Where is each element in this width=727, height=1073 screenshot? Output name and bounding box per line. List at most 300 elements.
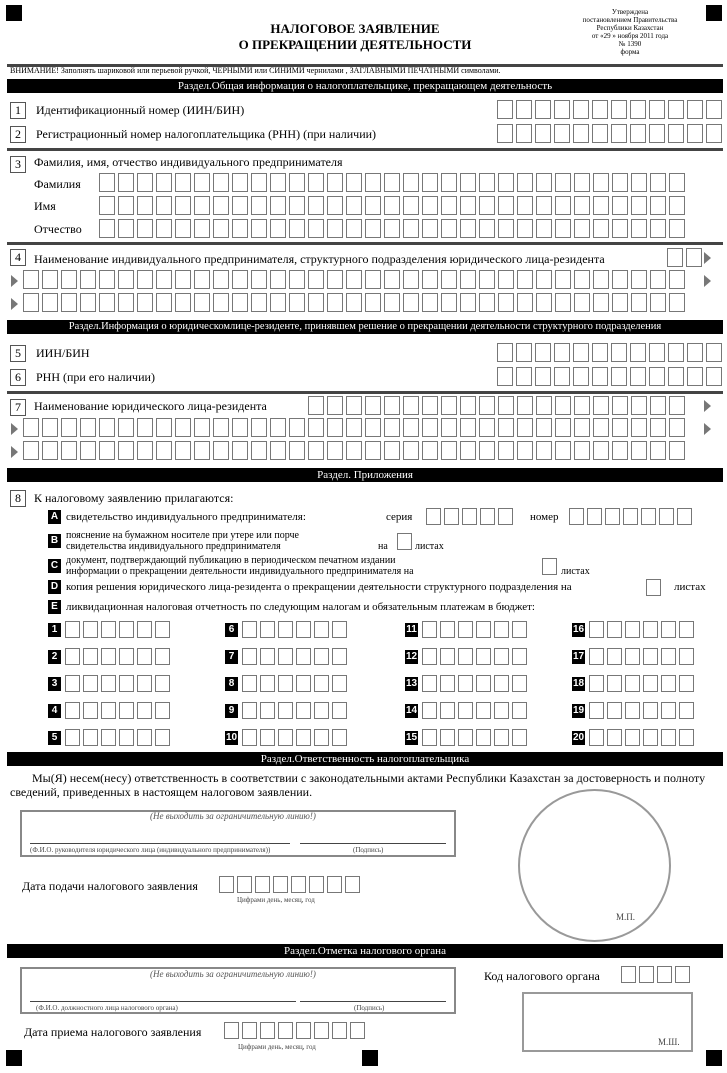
char-cell[interactable]	[65, 648, 80, 665]
char-cell[interactable]	[650, 173, 666, 192]
char-cell[interactable]	[251, 173, 267, 192]
char-cell[interactable]	[555, 441, 571, 460]
char-cell[interactable]	[350, 1022, 365, 1039]
char-cell[interactable]	[592, 343, 608, 362]
char-cell[interactable]	[270, 418, 286, 437]
char-cell[interactable]	[327, 196, 343, 215]
char-cell[interactable]	[422, 441, 438, 460]
char-cell[interactable]	[668, 343, 684, 362]
char-cell[interactable]	[137, 441, 153, 460]
char-cell[interactable]	[332, 648, 347, 665]
char-cell[interactable]	[476, 648, 491, 665]
char-cell[interactable]	[441, 196, 457, 215]
char-cell[interactable]	[498, 418, 514, 437]
char-cell[interactable]	[535, 343, 551, 362]
char-cell[interactable]	[314, 621, 329, 638]
char-cell[interactable]	[101, 621, 116, 638]
char-cell[interactable]	[646, 579, 661, 596]
entrepreneur-name-row[interactable]	[23, 293, 685, 312]
char-cell[interactable]	[365, 293, 381, 312]
char-cell[interactable]	[327, 876, 342, 893]
char-cell[interactable]	[659, 508, 674, 525]
char-cell[interactable]	[669, 270, 685, 289]
char-cell[interactable]	[687, 343, 703, 362]
char-cell[interactable]	[593, 196, 609, 215]
char-cell[interactable]	[476, 702, 491, 719]
char-cell[interactable]	[156, 196, 172, 215]
tax-code-cells[interactable]	[589, 621, 694, 638]
char-cell[interactable]	[278, 729, 293, 746]
char-cell[interactable]	[589, 702, 604, 719]
char-cell[interactable]	[422, 621, 437, 638]
char-cell[interactable]	[593, 293, 609, 312]
char-cell[interactable]	[175, 441, 191, 460]
char-cell[interactable]	[346, 270, 362, 289]
char-cell[interactable]	[612, 293, 628, 312]
tax-code-input[interactable]	[621, 966, 690, 983]
char-cell[interactable]	[517, 270, 533, 289]
char-cell[interactable]	[327, 293, 343, 312]
char-cell[interactable]	[289, 418, 305, 437]
char-cell[interactable]	[589, 648, 604, 665]
legal-name-row[interactable]	[23, 441, 685, 460]
char-cell[interactable]	[441, 441, 457, 460]
char-cell[interactable]	[479, 270, 495, 289]
char-cell[interactable]	[237, 876, 252, 893]
char-cell[interactable]	[679, 621, 694, 638]
char-cell[interactable]	[42, 418, 58, 437]
char-cell[interactable]	[462, 508, 477, 525]
char-cell[interactable]	[494, 702, 509, 719]
char-cell[interactable]	[251, 293, 267, 312]
char-cell[interactable]	[607, 648, 622, 665]
char-cell[interactable]	[479, 396, 495, 415]
char-cell[interactable]	[80, 441, 96, 460]
char-cell[interactable]	[156, 441, 172, 460]
char-cell[interactable]	[273, 876, 288, 893]
char-cell[interactable]	[441, 270, 457, 289]
sheets-input[interactable]	[542, 558, 557, 575]
tax-code-cells[interactable]	[65, 729, 170, 746]
char-cell[interactable]	[555, 219, 571, 238]
char-cell[interactable]	[460, 293, 476, 312]
char-cell[interactable]	[668, 124, 684, 143]
char-cell[interactable]	[441, 396, 457, 415]
char-cell[interactable]	[403, 396, 419, 415]
char-cell[interactable]	[574, 441, 590, 460]
char-cell[interactable]	[61, 293, 77, 312]
char-cell[interactable]	[480, 508, 495, 525]
char-cell[interactable]	[661, 702, 676, 719]
char-cell[interactable]	[706, 100, 722, 119]
char-cell[interactable]	[213, 173, 229, 192]
char-cell[interactable]	[535, 367, 551, 386]
patronymic-input[interactable]	[99, 219, 685, 238]
char-cell[interactable]	[384, 173, 400, 192]
char-cell[interactable]	[669, 196, 685, 215]
char-cell[interactable]	[83, 621, 98, 638]
char-cell[interactable]	[593, 270, 609, 289]
char-cell[interactable]	[156, 219, 172, 238]
tax-code-cells[interactable]	[422, 648, 527, 665]
char-cell[interactable]	[118, 173, 134, 192]
char-cell[interactable]	[555, 196, 571, 215]
char-cell[interactable]	[460, 418, 476, 437]
char-cell[interactable]	[607, 621, 622, 638]
char-cell[interactable]	[631, 196, 647, 215]
char-cell[interactable]	[42, 270, 58, 289]
char-cell[interactable]	[517, 441, 533, 460]
char-cell[interactable]	[101, 702, 116, 719]
char-cell[interactable]	[631, 293, 647, 312]
char-cell[interactable]	[650, 219, 666, 238]
char-cell[interactable]	[296, 648, 311, 665]
char-cell[interactable]	[650, 293, 666, 312]
name-input[interactable]	[99, 196, 685, 215]
char-cell[interactable]	[155, 621, 170, 638]
char-cell[interactable]	[137, 418, 153, 437]
char-cell[interactable]	[516, 124, 532, 143]
char-cell[interactable]	[649, 367, 665, 386]
tax-code-cells[interactable]	[242, 675, 347, 692]
char-cell[interactable]	[574, 173, 590, 192]
char-cell[interactable]	[278, 702, 293, 719]
char-cell[interactable]	[516, 367, 532, 386]
char-cell[interactable]	[61, 270, 77, 289]
char-cell[interactable]	[574, 219, 590, 238]
char-cell[interactable]	[669, 396, 685, 415]
char-cell[interactable]	[213, 418, 229, 437]
char-cell[interactable]	[536, 270, 552, 289]
char-cell[interactable]	[535, 100, 551, 119]
char-cell[interactable]	[517, 173, 533, 192]
char-cell[interactable]	[42, 293, 58, 312]
char-cell[interactable]	[308, 219, 324, 238]
tax-code-cells[interactable]	[589, 675, 694, 692]
char-cell[interactable]	[574, 418, 590, 437]
char-cell[interactable]	[365, 196, 381, 215]
char-cell[interactable]	[296, 702, 311, 719]
char-cell[interactable]	[479, 219, 495, 238]
char-cell[interactable]	[137, 270, 153, 289]
char-cell[interactable]	[476, 621, 491, 638]
char-cell[interactable]	[137, 648, 152, 665]
char-cell[interactable]	[118, 418, 134, 437]
char-cell[interactable]	[679, 648, 694, 665]
char-cell[interactable]	[498, 293, 514, 312]
char-cell[interactable]	[137, 173, 153, 192]
char-cell[interactable]	[592, 124, 608, 143]
char-cell[interactable]	[232, 418, 248, 437]
char-cell[interactable]	[99, 441, 115, 460]
char-cell[interactable]	[593, 418, 609, 437]
char-cell[interactable]	[332, 702, 347, 719]
char-cell[interactable]	[99, 293, 115, 312]
char-cell[interactable]	[119, 729, 134, 746]
char-cell[interactable]	[422, 418, 438, 437]
char-cell[interactable]	[101, 675, 116, 692]
char-cell[interactable]	[574, 293, 590, 312]
char-cell[interactable]	[589, 675, 604, 692]
entrepreneur-name-row[interactable]	[23, 270, 685, 289]
char-cell[interactable]	[476, 729, 491, 746]
char-cell[interactable]	[422, 729, 437, 746]
char-cell[interactable]	[137, 293, 153, 312]
char-cell[interactable]	[512, 675, 527, 692]
char-cell[interactable]	[677, 508, 692, 525]
char-cell[interactable]	[643, 675, 658, 692]
char-cell[interactable]	[278, 648, 293, 665]
receive-date-input[interactable]	[224, 1022, 365, 1039]
char-cell[interactable]	[686, 248, 702, 267]
char-cell[interactable]	[460, 441, 476, 460]
char-cell[interactable]	[687, 367, 703, 386]
char-cell[interactable]	[155, 675, 170, 692]
char-cell[interactable]	[260, 648, 275, 665]
char-cell[interactable]	[612, 441, 628, 460]
char-cell[interactable]	[80, 270, 96, 289]
char-cell[interactable]	[296, 729, 311, 746]
char-cell[interactable]	[440, 675, 455, 692]
char-cell[interactable]	[137, 675, 152, 692]
char-cell[interactable]	[270, 293, 286, 312]
char-cell[interactable]	[327, 441, 343, 460]
char-cell[interactable]	[327, 219, 343, 238]
char-cell[interactable]	[224, 1022, 239, 1039]
char-cell[interactable]	[573, 343, 589, 362]
char-cell[interactable]	[649, 343, 665, 362]
char-cell[interactable]	[260, 1022, 275, 1039]
char-cell[interactable]	[260, 621, 275, 638]
char-cell[interactable]	[219, 876, 234, 893]
char-cell[interactable]	[669, 173, 685, 192]
char-cell[interactable]	[460, 219, 476, 238]
char-cell[interactable]	[587, 508, 602, 525]
char-cell[interactable]	[365, 418, 381, 437]
char-cell[interactable]	[631, 441, 647, 460]
char-cell[interactable]	[706, 343, 722, 362]
char-cell[interactable]	[137, 729, 152, 746]
char-cell[interactable]	[251, 219, 267, 238]
char-cell[interactable]	[498, 270, 514, 289]
char-cell[interactable]	[592, 367, 608, 386]
char-cell[interactable]	[242, 675, 257, 692]
char-cell[interactable]	[384, 396, 400, 415]
char-cell[interactable]	[441, 173, 457, 192]
char-cell[interactable]	[289, 270, 305, 289]
char-cell[interactable]	[536, 396, 552, 415]
char-cell[interactable]	[65, 729, 80, 746]
char-cell[interactable]	[270, 196, 286, 215]
char-cell[interactable]	[83, 729, 98, 746]
legal-rnn-input[interactable]	[497, 367, 722, 386]
char-cell[interactable]	[512, 621, 527, 638]
char-cell[interactable]	[61, 418, 77, 437]
char-cell[interactable]	[498, 508, 513, 525]
iin-bin-input[interactable]	[497, 100, 722, 119]
char-cell[interactable]	[675, 966, 690, 983]
char-cell[interactable]	[607, 675, 622, 692]
char-cell[interactable]	[535, 124, 551, 143]
char-cell[interactable]	[332, 675, 347, 692]
char-cell[interactable]	[458, 648, 473, 665]
char-cell[interactable]	[308, 270, 324, 289]
char-cell[interactable]	[270, 270, 286, 289]
char-cell[interactable]	[155, 702, 170, 719]
char-cell[interactable]	[625, 621, 640, 638]
char-cell[interactable]	[661, 648, 676, 665]
char-cell[interactable]	[308, 293, 324, 312]
char-cell[interactable]	[555, 418, 571, 437]
char-cell[interactable]	[460, 396, 476, 415]
char-cell[interactable]	[260, 702, 275, 719]
char-cell[interactable]	[403, 441, 419, 460]
char-cell[interactable]	[80, 418, 96, 437]
char-cell[interactable]	[494, 621, 509, 638]
char-cell[interactable]	[498, 196, 514, 215]
char-cell[interactable]	[458, 702, 473, 719]
char-cell[interactable]	[479, 441, 495, 460]
char-cell[interactable]	[346, 441, 362, 460]
char-cell[interactable]	[308, 418, 324, 437]
rnn-input[interactable]	[497, 124, 722, 143]
char-cell[interactable]	[156, 173, 172, 192]
char-cell[interactable]	[630, 124, 646, 143]
surname-input[interactable]	[99, 173, 685, 192]
char-cell[interactable]	[623, 508, 638, 525]
char-cell[interactable]	[346, 293, 362, 312]
char-cell[interactable]	[137, 621, 152, 638]
char-cell[interactable]	[213, 219, 229, 238]
char-cell[interactable]	[308, 441, 324, 460]
char-cell[interactable]	[593, 441, 609, 460]
char-cell[interactable]	[612, 196, 628, 215]
char-cell[interactable]	[517, 219, 533, 238]
char-cell[interactable]	[650, 396, 666, 415]
char-cell[interactable]	[155, 648, 170, 665]
char-cell[interactable]	[612, 270, 628, 289]
char-cell[interactable]	[365, 173, 381, 192]
char-cell[interactable]	[554, 343, 570, 362]
char-cell[interactable]	[118, 441, 134, 460]
char-cell[interactable]	[119, 621, 134, 638]
char-cell[interactable]	[679, 729, 694, 746]
char-cell[interactable]	[536, 196, 552, 215]
char-cell[interactable]	[667, 248, 683, 267]
tax-code-cells[interactable]	[242, 702, 347, 719]
char-cell[interactable]	[232, 270, 248, 289]
char-cell[interactable]	[346, 219, 362, 238]
char-cell[interactable]	[175, 418, 191, 437]
char-cell[interactable]	[403, 270, 419, 289]
char-cell[interactable]	[118, 270, 134, 289]
char-cell[interactable]	[99, 219, 115, 238]
char-cell[interactable]	[650, 441, 666, 460]
char-cell[interactable]	[242, 648, 257, 665]
char-cell[interactable]	[99, 173, 115, 192]
char-cell[interactable]	[314, 648, 329, 665]
char-cell[interactable]	[573, 124, 589, 143]
char-cell[interactable]	[497, 124, 513, 143]
char-cell[interactable]	[42, 441, 58, 460]
char-cell[interactable]	[118, 219, 134, 238]
char-cell[interactable]	[365, 219, 381, 238]
legal-name-row[interactable]	[23, 418, 685, 437]
char-cell[interactable]	[669, 293, 685, 312]
tax-code-cells[interactable]	[422, 675, 527, 692]
char-cell[interactable]	[194, 441, 210, 460]
tax-code-cells[interactable]	[242, 729, 347, 746]
char-cell[interactable]	[101, 648, 116, 665]
char-cell[interactable]	[479, 418, 495, 437]
char-cell[interactable]	[440, 648, 455, 665]
char-cell[interactable]	[403, 173, 419, 192]
char-cell[interactable]	[175, 219, 191, 238]
char-cell[interactable]	[687, 100, 703, 119]
char-cell[interactable]	[232, 173, 248, 192]
char-cell[interactable]	[512, 648, 527, 665]
char-cell[interactable]	[573, 100, 589, 119]
char-cell[interactable]	[119, 675, 134, 692]
char-cell[interactable]	[494, 675, 509, 692]
char-cell[interactable]	[65, 675, 80, 692]
char-cell[interactable]	[669, 219, 685, 238]
char-cell[interactable]	[592, 100, 608, 119]
char-cell[interactable]	[497, 100, 513, 119]
char-cell[interactable]	[542, 558, 557, 575]
char-cell[interactable]	[607, 702, 622, 719]
char-cell[interactable]	[83, 648, 98, 665]
char-cell[interactable]	[61, 441, 77, 460]
char-cell[interactable]	[232, 293, 248, 312]
char-cell[interactable]	[498, 396, 514, 415]
char-cell[interactable]	[612, 219, 628, 238]
char-cell[interactable]	[516, 100, 532, 119]
char-cell[interactable]	[23, 293, 39, 312]
char-cell[interactable]	[232, 441, 248, 460]
char-cell[interactable]	[422, 293, 438, 312]
char-cell[interactable]	[296, 675, 311, 692]
char-cell[interactable]	[661, 675, 676, 692]
char-cell[interactable]	[119, 702, 134, 719]
char-cell[interactable]	[397, 533, 412, 550]
series-input[interactable]	[426, 508, 513, 525]
tax-code-cells[interactable]	[422, 621, 527, 638]
char-cell[interactable]	[422, 196, 438, 215]
char-cell[interactable]	[494, 648, 509, 665]
char-cell[interactable]	[643, 648, 658, 665]
char-cell[interactable]	[536, 219, 552, 238]
char-cell[interactable]	[118, 196, 134, 215]
char-cell[interactable]	[593, 396, 609, 415]
char-cell[interactable]	[555, 293, 571, 312]
char-cell[interactable]	[554, 124, 570, 143]
char-cell[interactable]	[687, 124, 703, 143]
char-cell[interactable]	[270, 219, 286, 238]
char-cell[interactable]	[612, 173, 628, 192]
char-cell[interactable]	[365, 441, 381, 460]
char-cell[interactable]	[346, 418, 362, 437]
char-cell[interactable]	[384, 196, 400, 215]
char-cell[interactable]	[232, 219, 248, 238]
char-cell[interactable]	[242, 621, 257, 638]
char-cell[interactable]	[251, 441, 267, 460]
char-cell[interactable]	[345, 876, 360, 893]
char-cell[interactable]	[631, 270, 647, 289]
char-cell[interactable]	[332, 729, 347, 746]
char-cell[interactable]	[422, 270, 438, 289]
char-cell[interactable]	[498, 219, 514, 238]
